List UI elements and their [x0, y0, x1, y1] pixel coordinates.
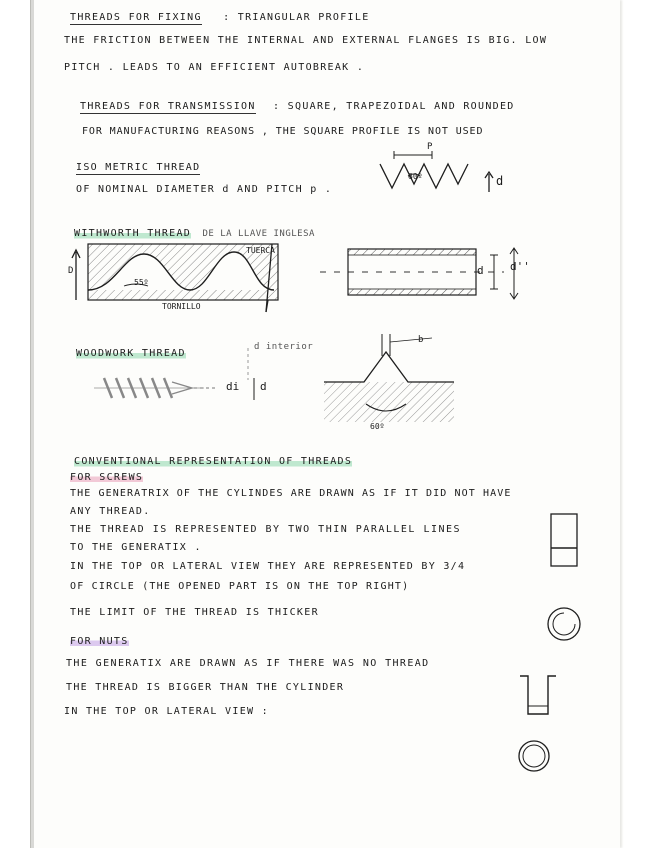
iso-pitch-label: P [427, 142, 433, 152]
woodwork-heading: WOODWORK THREAD [76, 348, 186, 359]
iso-angle-label: 60º [408, 172, 423, 181]
fixing-line-2: PITCH . LEADS TO AN EFFICIENT AUTOBREAK . [64, 62, 365, 73]
nuts-heading: FOR NUTS [70, 636, 129, 647]
woodwork-screw-drawing [94, 368, 274, 408]
withworth-heading-line [74, 228, 315, 239]
screw-d2-label: d'' [510, 260, 530, 273]
screws-line-2: ANY THREAD. [70, 506, 151, 517]
iso-line-1: OF NOMINAL DIAMETER d AND PITCH p . [76, 184, 333, 195]
iso-heading: ISO METRIC THREAD [76, 162, 201, 173]
screws-heading: FOR SCREWS [70, 472, 144, 483]
screws-line-3: THE THREAD IS REPRESENTED BY TWO THIN PARALLEL LINES [70, 524, 462, 535]
nuts-line-1: THE GENERATIX ARE DRAWN AS IF THERE WAS NO THREAD [66, 658, 430, 669]
conventional-heading: CONVENTIONAL REPRESENTATION OF THREADS [74, 456, 353, 467]
woodwork-di-label: di [226, 380, 240, 393]
iso-d-label: d [496, 174, 504, 188]
fixing-subheading: : TRIANGULAR PROFILE [223, 12, 370, 23]
screws-line-1: THE GENERATRIX OF THE CYLINDES ARE DRAWN AS IF IT DID NOT HAVE [70, 488, 512, 499]
screws-line-5: IN THE TOP OR LATERAL VIEW THEY ARE REPRESENTED BY 3/4 [70, 561, 466, 572]
nut-convention-circle-icon [518, 740, 558, 780]
fixing-heading: THREADS FOR FIXING [70, 12, 202, 23]
withworth-tornillo-label: TORNILLO [162, 302, 201, 311]
withworth-D-label: D [68, 266, 74, 276]
transmission-line-1: FOR MANUFACTURING REASONS , THE SQUARE PROFILE IS NOT USED [82, 126, 484, 137]
screws-line-4: TO THE GENERATIX . [70, 542, 202, 553]
withworth-angle-label: 55º [134, 278, 149, 287]
screw-d-label: d [477, 264, 484, 277]
screw-convention-rect-icon [549, 512, 589, 572]
fixing-heading-line [70, 12, 370, 23]
transmission-heading: THREADS FOR TRANSMISSION [80, 101, 256, 112]
transmission-heading-line [80, 101, 515, 112]
nut-convention-u-icon [518, 672, 568, 722]
fixing-line-1: THE FRICTION BETWEEN THE INTERNAL AND EXTERNAL FLANGES IS BIG. LOW [64, 35, 548, 46]
woodwork-b-label: b [418, 335, 424, 345]
nuts-line-3: IN THE TOP OR LATERAL VIEW : [64, 706, 269, 717]
withworth-tuerca-label: TUERCA [246, 246, 275, 255]
screw-side-view-diagram [320, 246, 520, 306]
woodwork-dinterior-label: d interior [254, 342, 314, 352]
woodwork-d-label: d [260, 380, 267, 393]
woodwork-thread-profile-diagram [324, 334, 454, 434]
transmission-subheading: : SQUARE, TRAPEZOIDAL AND ROUNDED [273, 101, 515, 112]
screws-line-6: OF CIRCLE (THE OPENED PART IS ON THE TOP RIGHT) [70, 581, 410, 592]
screw-convention-circle-icon [546, 606, 586, 646]
withworth-heading: WITHWORTH THREAD [74, 228, 192, 239]
woodwork-angle-label: 60º [370, 422, 385, 431]
nuts-line-2: THE THREAD IS BIGGER THAN THE CYLINDER [66, 682, 345, 693]
screws-line-7: THE LIMIT OF THE THREAD IS THICKER [70, 607, 319, 618]
notebook-page [34, 0, 620, 848]
iso-thread-profile-diagram [374, 140, 524, 200]
withworth-heading-note: DE LA LLAVE INGLESA [202, 229, 315, 239]
